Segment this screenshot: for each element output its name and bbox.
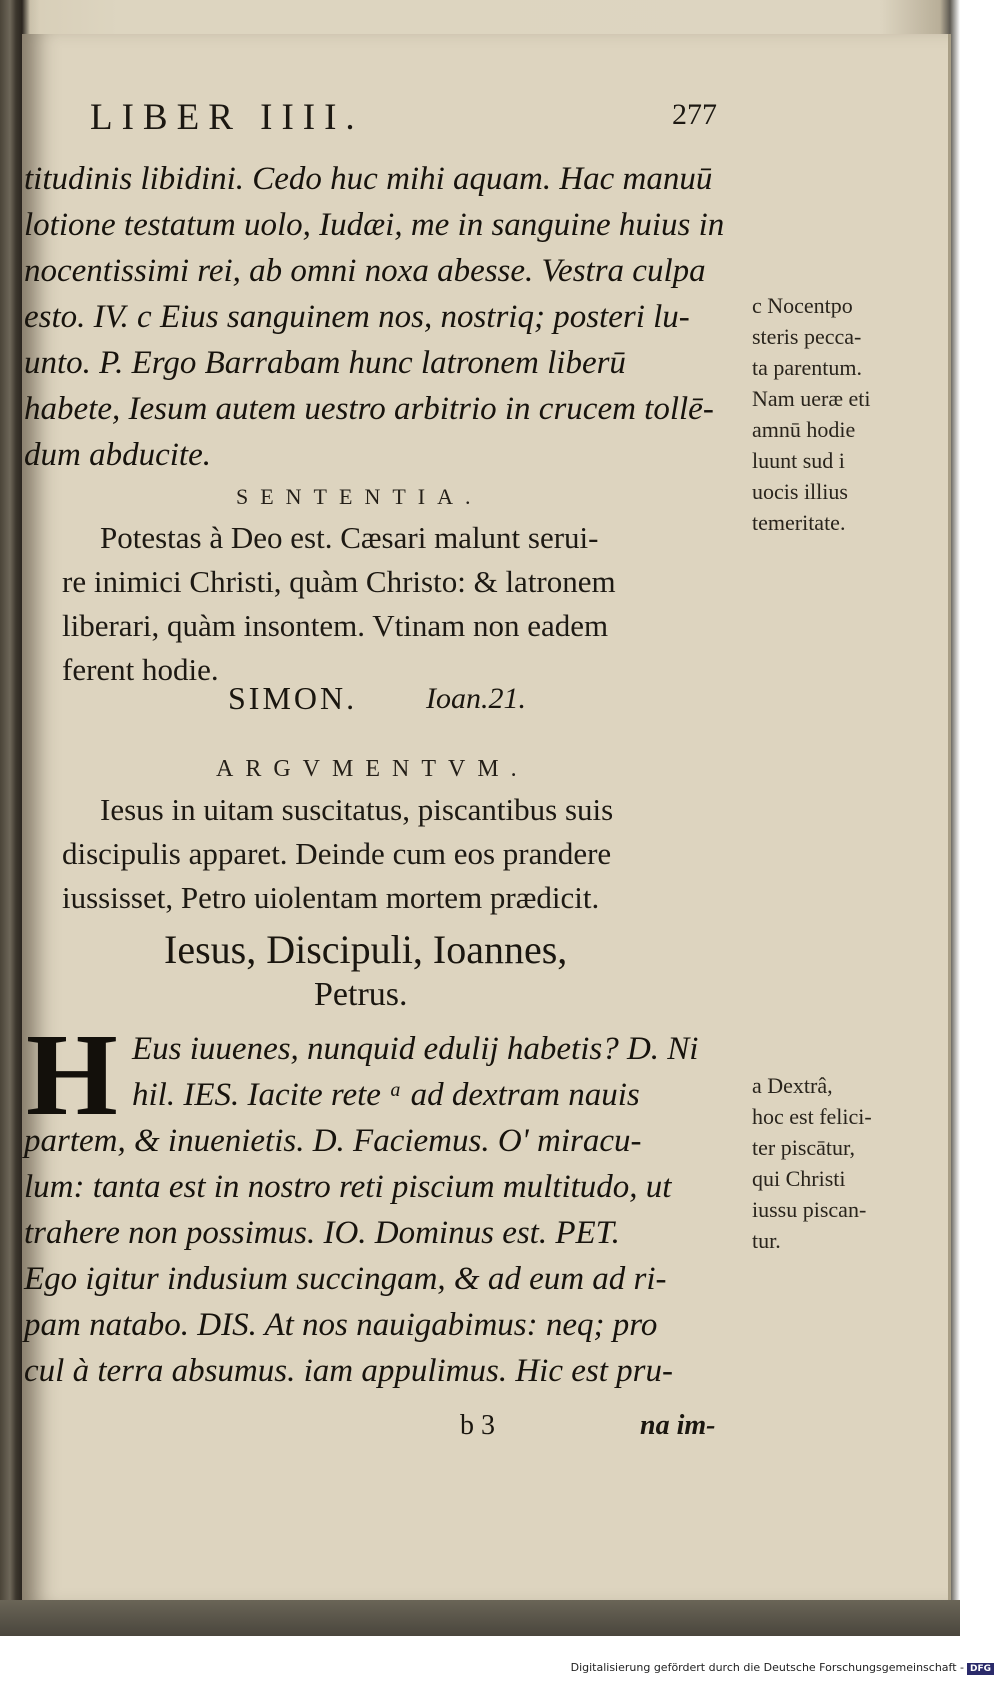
text-line: partem, & inuenietis. D. Faciemus. O' miracu- [24,1123,642,1159]
margin-note-line: ter piscātur, [752,1135,855,1160]
margin-note-line: iussu piscan- [752,1197,867,1222]
text-line: Eus iuuenes, nunquid edulij habetis? D. Ni [132,1031,699,1067]
sententia-heading: SENTENTIA. [236,484,483,509]
text-line: Iesus in uitam suscitatus, piscantibus suis [100,792,614,827]
text-line: Ego igitur indusium succingam, & ad eum ad ri- [24,1261,667,1297]
text-line: Potestas à Deo est. Cæsari malunt serui- [100,520,599,555]
text-line: pam natabo. DIS. At nos nauigabimus: neq; pro [24,1307,658,1343]
margin-note-line: Nam ueræ eti [752,386,871,411]
text-line: titudinis libidini. Cedo huc mihi aquam. Hac manuū [24,161,713,197]
text-line: habete, Iesum autem uestro arbitrio in crucem tollē- [24,391,714,427]
text-line: lotione testatum uolo, Iudæi, me in sanguine huius in [24,207,725,243]
margin-note-line: steris pecca- [752,324,862,349]
credit-text: Digitalisierung gefördert durch die Deutsche Forschungsgemeinschaft - [570,1661,964,1674]
margin-note-line: hoc est felici- [752,1104,872,1129]
text-line: esto. IV. c Eius sanguinem nos, nostriq; posteri lu- [24,299,690,335]
drop-cap: H [26,1009,118,1140]
text-line: cul à terra absumus. iam appulimus. Hic est pru- [24,1353,673,1389]
text-line: re inimici Christi, quàm Christo: & latronem [62,564,616,599]
margin-note-line: ta parentum. [752,355,862,380]
personae-line: Iesus, Discipuli, Ioannes, [164,927,568,972]
margin-note-c [752,290,932,538]
text-line: discipulis apparet. Deinde cum eos prandere [62,836,612,871]
scripture-reference: Ioan.21. [426,682,526,715]
text-line: trahere non possimus. IO. Dominus est. PET. [24,1215,620,1251]
running-title: LIBER IIII. [90,97,364,138]
digitization-credit [571,1661,994,1675]
text-line: liberari, quàm insontem. Vtinam non eadem [62,608,609,643]
margin-note-line: amnū hodie [752,417,856,442]
margin-note-line: temeritate. [752,510,846,535]
margin-note-line: c Nocentpo [752,293,853,318]
personae-line: Petrus. [314,976,408,1013]
margin-note-a [752,1070,932,1256]
text-line: lum: tanta est in nostro reti piscium multitudo, ut [24,1169,672,1205]
text-line: unto. P. Ergo Barrabam hunc latronem liberū [24,345,626,381]
section-title: SIMON. [228,680,358,716]
margin-note-line: tur. [752,1228,781,1253]
scan-bottom-edge [0,1600,960,1636]
signature-mark: b 3 [460,1410,495,1441]
dfg-logo: DFG [967,1663,994,1675]
margin-note-line: a Dextrâ, [752,1073,833,1098]
margin-note-line: qui Christi [752,1166,846,1191]
catchword: na im- [640,1410,716,1441]
argumentum-heading: ARGVMENTVM. [216,756,529,782]
text-line: ferent hodie. [62,652,219,687]
margin-note-line: uocis illius [752,479,848,504]
page-number: 277 [672,98,717,131]
text-line: dum abducite. [24,437,211,473]
margin-note-line: luunt sud i [752,448,845,473]
text-line: iussisset, Petro uiolentam mortem prædicit. [62,880,600,915]
text-line: nocentissimi rei, ab omni noxa abesse. Vestra culpa [24,253,706,289]
text-line: hil. IES. Iacite rete ᵃ ad dextram nauis [132,1077,640,1113]
